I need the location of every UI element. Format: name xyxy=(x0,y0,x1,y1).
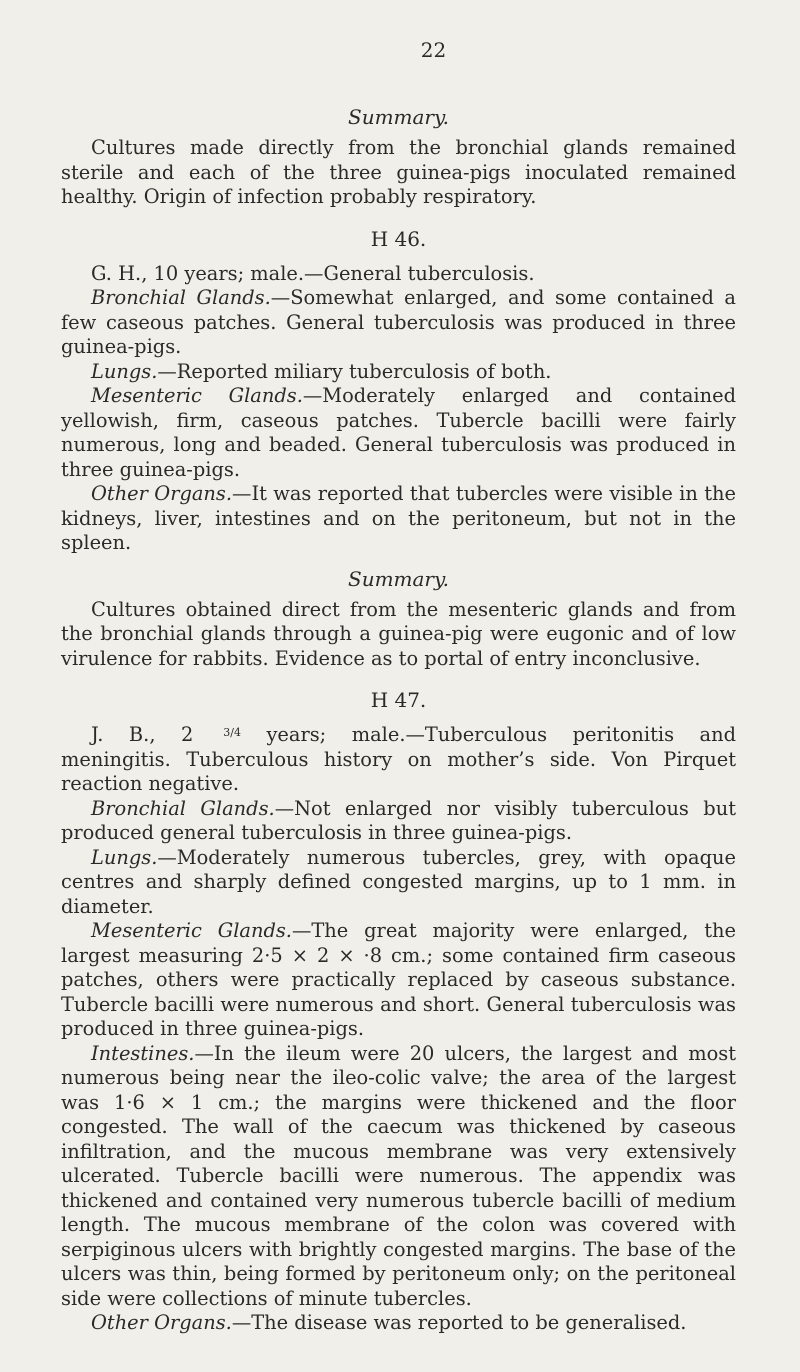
intro-suffix: years; male.—Tuberculous peritonitis and meningitis. Tuberculous history on mother’s side. Von Pirquet reaction negative. xyxy=(61,723,736,795)
entry-text: —Not enlarged nor visibly tuberculous but produced general tuberculosis in three guinea-pigs. xyxy=(61,796,736,844)
entry-text: —The disease was reported to be generalised. xyxy=(231,1311,687,1334)
case-intro-h47 xyxy=(61,723,736,797)
entry-lead: Intestines. xyxy=(91,1041,195,1065)
entry-other-organs-h47 xyxy=(61,1311,736,1336)
entry-bronchial-glands-h47 xyxy=(61,797,736,846)
entry-lead: Lungs. xyxy=(91,359,158,383)
entry-lead: Bronchial Glands. xyxy=(91,796,275,820)
age-fraction: 3/4 xyxy=(223,726,241,739)
entry-text: —Moderately numerous tubercles, grey, with opaque centres and sharply defined congested margins, up to 1 mm. in diameter. xyxy=(61,845,736,918)
entry-lead: Mesenteric Glands. xyxy=(91,384,303,407)
entry-text: —It was reported that tubercles were visible in the kidneys, liver, intestines and on the peritoneum, but not in the spleen. xyxy=(61,482,736,554)
case-intro-h46: G. H., 10 years; male.—General tuberculosis. xyxy=(91,261,535,285)
entry-text: —The great majority were enlarged, the largest measuring 2·5 × 2 × ·8 cm.; some contained firm caseous patches, others were practically replaced by caseous substance. Tubercle bacilli were numerous and short. General tuberculosis was produced in three guinea-pigs. xyxy=(61,919,736,1040)
entry-mesenteric-glands-h46 xyxy=(61,384,736,482)
entry-mesenteric-glands-h47 xyxy=(61,919,736,1042)
entry-lead: Bronchial Glands. xyxy=(91,286,271,309)
entry-lead: Lungs. xyxy=(91,845,158,869)
summary-heading: Summary. xyxy=(348,105,449,129)
summary-paragraph: Cultures made directly from the bronchial glands remained sterile and each of the three guinea-pigs inoculated remained healthy. Origin of infection probably respiratory. xyxy=(61,136,736,208)
entry-text: —Somewhat enlarged, and some contained a few caseous patches. General tuberculosis was produced in three guinea-pigs. xyxy=(61,286,736,358)
entry-text: —Reported miliary tuberculosis of both. xyxy=(157,359,552,383)
entry-lungs-h46 xyxy=(61,360,736,385)
page-number: 22 xyxy=(420,38,447,62)
entry-text: —Moderately enlarged and contained yellowish, firm, caseous patches. Tubercle bacilli were fairly numerous, long and beaded. General tuberculosis was produced in three guinea-pigs. xyxy=(61,384,736,481)
entry-bronchial-glands-h46 xyxy=(61,286,736,360)
entry-other-organs-h46 xyxy=(61,482,736,556)
summary-heading-h46: Summary. xyxy=(348,566,449,591)
entry-lead: Other Organs. xyxy=(91,1311,232,1334)
entry-lead: Other Organs. xyxy=(91,482,233,505)
entry-intestines-h47 xyxy=(61,1042,736,1312)
entry-text: —In the ileum were 20 ulcers, the largest and most numerous being near the ileo-colic valve; the area of the largest was 1·6 × 1 cm.; the margins were thickened and the floor congested. The wall of the caecum was thickened by caseous infiltration, and the mucous membrane was very extensively ulcerated. Tubercle bacilli were numerous. The appendix was thickened and contained very numerous tubercle bacilli of medium length. The mucous membrane of the colon was covered with serpiginous ulcers with brightly congested margins. The base of the ulcers was thin, being formed by peritoneum only; on the peritoneal side were collections of minute tubercles. xyxy=(61,1041,736,1310)
intro-prefix: J. B., 2 xyxy=(91,723,194,746)
case-heading-h46: H 46. xyxy=(370,226,427,251)
case-heading-h47: H 47. xyxy=(370,688,427,712)
summary-paragraph-h46: Cultures obtained direct from the mesenteric glands and from the bronchial glands through a guinea-pig were eugonic and of low virulence for rabbits. Evidence as to portal of entry inconclusive. xyxy=(61,597,736,670)
entry-lead: Mesenteric Glands. xyxy=(91,919,292,942)
entry-lungs-h47 xyxy=(61,846,736,920)
